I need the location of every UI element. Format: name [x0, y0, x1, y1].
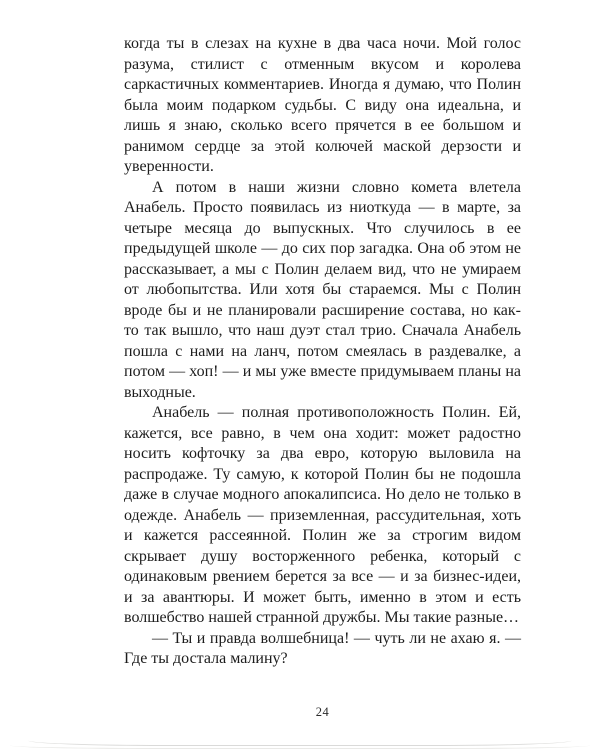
- page-edge-shadow: [28, 735, 572, 746]
- paragraph-dialogue: — Ты и правда волшебница! — чуть ли не ахаю я. — Где ты достала малину?: [124, 629, 521, 667]
- paragraph: Анабель — полная противоположность Полин. Ей, кажется, все равно, в чем она ходит: может радостно носить кофточку за два евро, которую выловила на распродаже. Ту самую, к которой Полин бы не подошла даже в случае модного апокалипсиса. Но дело не только в одежде. Анабель — приземленная, рассудительная, хоть и кажется рассеянной. Полин же за строгим видом скрывает душу восторженного ребенка, который с одинаковым рвением берется за все — и за бизнес-идеи, и за авантюры. И может быть, именно в этом и есть волшебство нашей странной дружбы. Мы такие разные…: [124, 404, 521, 626]
- page-edge-shadow-outer: [10, 742, 590, 749]
- paragraph: А потом в наши жизни словно комета влетела Анабель. Просто появилась из ниоткуда — в марте, за четыре месяца до выпускных. Что случилось в ее предыдущей школе — до сих пор загадка. Она об этом не рассказывает, а мы с Полин делаем вид, что не умираем от любопытства. Или хотя бы стараемся. Мы с Полин вроде бы и не планировали расширение состава, но как-то так вышло, что наш дуэт стал трио. Сначала Анабель пошла с нами на ланч, потом смеялась в раздевалке, а потом — хоп! — и мы уже вместе придумываем планы на выходные.: [124, 178, 521, 401]
- text-block: [124, 34, 521, 670]
- page-number: 24: [315, 705, 330, 719]
- paragraph-continuation: когда ты в слезах на кухне в два часа ночи. Мой голос разума, стилист с отменным вкусом и королева саркастичных комментариев. Иногда я думаю, что Полин была моим подарком судьбы. С виду она идеальна, и лишь я знаю, сколько всего прячется в ее большом и ранимом сердце за этой колючей маской дерзости и уверенности.: [124, 35, 521, 175]
